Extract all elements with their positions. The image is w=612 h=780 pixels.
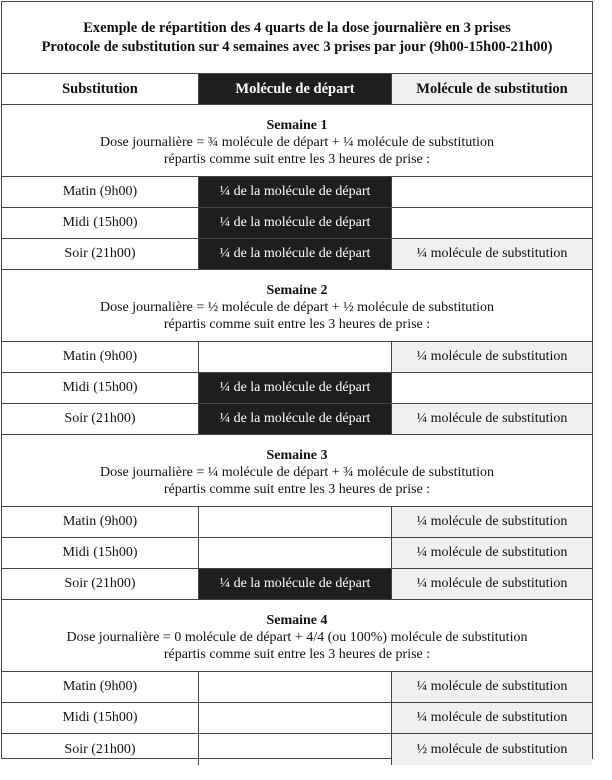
dose-time-cell: Midi (15h00) <box>2 373 199 403</box>
substitute-molecule-cell: ½ molécule de substitution <box>392 734 592 765</box>
title-line-1: Exemple de répartition des 4 quarts de la dose journalière en 3 prises <box>83 19 511 36</box>
start-molecule-cell <box>199 507 392 537</box>
table-row <box>2 239 592 270</box>
week-header <box>2 435 592 507</box>
weeks-container <box>2 105 592 765</box>
column-header-row <box>2 74 592 105</box>
start-molecule-cell <box>199 672 392 702</box>
start-molecule-cell <box>199 703 392 733</box>
dose-table <box>1 1 593 759</box>
dose-time-cell: Soir (21h00) <box>2 239 199 269</box>
header-start-molecule: Molécule de départ <box>199 74 392 104</box>
dose-time-cell: Soir (21h00) <box>2 404 199 434</box>
substitute-molecule-cell <box>392 177 592 207</box>
substitute-molecule-cell: ¼ molécule de substitution <box>392 703 592 733</box>
week-note: répartis comme suit entre les 3 heures de prise : <box>163 647 431 662</box>
dose-time-cell: Midi (15h00) <box>2 538 199 568</box>
table-row <box>2 569 592 600</box>
week-header <box>2 600 592 672</box>
substitute-molecule-cell <box>392 208 592 238</box>
table-row <box>2 404 592 435</box>
table-row <box>2 703 592 734</box>
week-title: Semaine 1 <box>266 118 328 133</box>
dose-time-cell: Matin (9h00) <box>2 342 199 372</box>
week-note: répartis comme suit entre les 3 heures de prise : <box>163 317 431 332</box>
start-molecule-cell: ¼ de la molécule de départ <box>199 404 392 434</box>
substitute-molecule-cell: ¼ molécule de substitution <box>392 342 592 372</box>
start-molecule-cell: ¼ de la molécule de départ <box>199 177 392 207</box>
dose-time-cell: Midi (15h00) <box>2 208 199 238</box>
header-substitute-molecule: Molécule de substitution <box>392 74 592 104</box>
start-molecule-cell: ¼ de la molécule de départ <box>199 373 392 403</box>
substitute-molecule-cell: ¼ molécule de substitution <box>392 404 592 434</box>
substitute-molecule-cell: ¼ molécule de substitution <box>392 507 592 537</box>
start-molecule-cell <box>199 342 392 372</box>
start-molecule-cell <box>199 734 392 765</box>
dose-time-cell: Matin (9h00) <box>2 507 199 537</box>
week-title: Semaine 4 <box>266 613 328 628</box>
table-row <box>2 208 592 239</box>
dose-time-cell: Midi (15h00) <box>2 703 199 733</box>
table-row <box>2 373 592 404</box>
week-dose: Dose journalière = ¼ molécule de départ + ¾ molécule de substitution <box>99 465 495 480</box>
table-title <box>2 2 592 74</box>
substitute-molecule-cell: ¼ molécule de substitution <box>392 569 592 599</box>
week-dose: Dose journalière = ¾ molécule de départ + ¼ molécule de substitution <box>99 135 495 150</box>
title-line-2: Protocole de substitution sur 4 semaines avec 3 prises par jour (9h00-15h00-21h00) <box>41 38 553 55</box>
substitute-molecule-cell: ¼ molécule de substitution <box>392 239 592 269</box>
dose-time-cell: Matin (9h00) <box>2 177 199 207</box>
table-row <box>2 538 592 569</box>
start-molecule-cell <box>199 538 392 568</box>
start-molecule-cell: ¼ de la molécule de départ <box>199 208 392 238</box>
table-row <box>2 672 592 703</box>
week-note: répartis comme suit entre les 3 heures de prise : <box>163 482 431 497</box>
week-header <box>2 105 592 177</box>
start-molecule-cell: ¼ de la molécule de départ <box>199 569 392 599</box>
table-row <box>2 177 592 208</box>
table-row <box>2 507 592 538</box>
week-dose: Dose journalière = ½ molécule de départ + ½ molécule de substitution <box>99 300 495 315</box>
substitute-molecule-cell: ¼ molécule de substitution <box>392 538 592 568</box>
week-note: répartis comme suit entre les 3 heures de prise : <box>163 152 431 167</box>
dose-time-cell: Soir (21h00) <box>2 569 199 599</box>
dose-time-cell: Matin (9h00) <box>2 672 199 702</box>
dose-time-cell: Soir (21h00) <box>2 734 199 765</box>
week-header <box>2 270 592 342</box>
start-molecule-cell: ¼ de la molécule de départ <box>199 239 392 269</box>
table-row <box>2 342 592 373</box>
substitute-molecule-cell <box>392 373 592 403</box>
week-title: Semaine 2 <box>266 283 328 298</box>
table-row <box>2 734 592 765</box>
header-substitution: Substitution <box>2 74 199 104</box>
week-title: Semaine 3 <box>266 448 328 463</box>
substitute-molecule-cell: ¼ molécule de substitution <box>392 672 592 702</box>
week-dose: Dose journalière = 0 molécule de départ + 4/4 (ou 100%) molécule de substitution <box>66 630 528 645</box>
